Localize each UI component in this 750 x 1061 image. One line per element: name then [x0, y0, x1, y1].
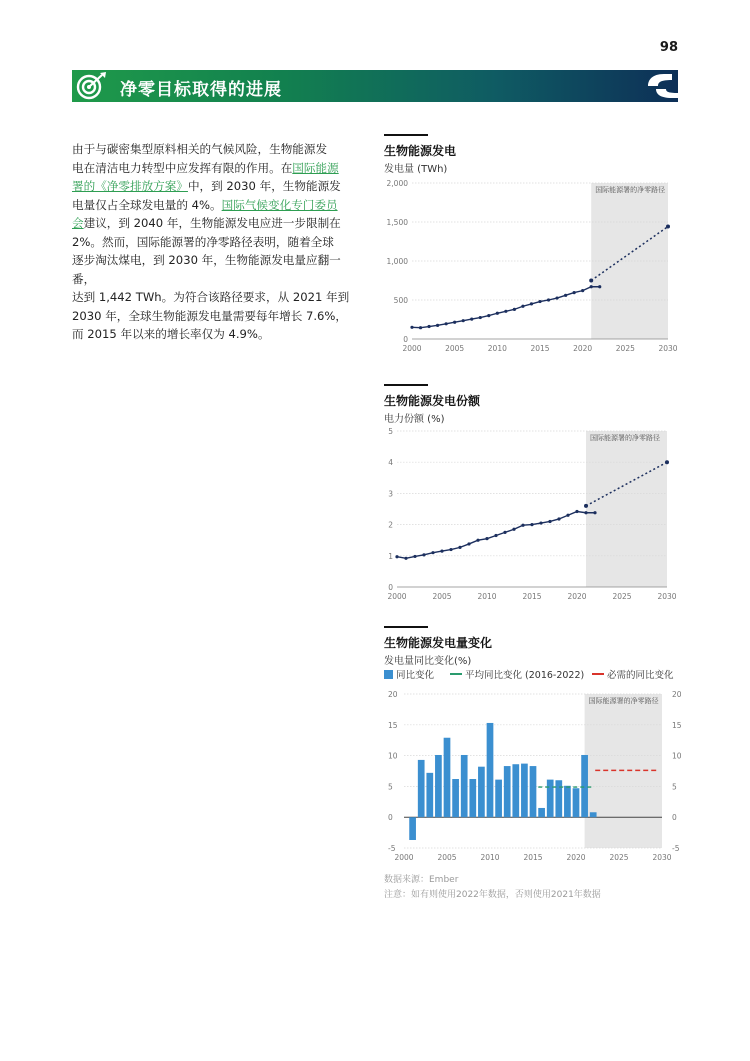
bar — [555, 780, 562, 817]
bar — [487, 723, 494, 817]
bar — [530, 766, 537, 817]
data-point — [467, 542, 470, 545]
bar — [504, 766, 511, 817]
x-tick-label: 2025 — [612, 592, 632, 601]
pathway-label: 国际能源署的净零路径 — [590, 434, 660, 442]
x-tick-label: 2020 — [566, 853, 586, 862]
pathway-point — [666, 225, 670, 229]
bar — [426, 773, 433, 817]
data-point — [581, 289, 584, 292]
bar — [521, 764, 528, 818]
bar — [461, 755, 468, 817]
x-tick-label: 2005 — [432, 592, 452, 601]
data-point — [584, 511, 587, 514]
x-tick-label: 2025 — [609, 853, 629, 862]
chart2-ylabel: 电力份额 (%) — [384, 414, 445, 425]
data-point — [453, 321, 456, 324]
data-point — [436, 324, 439, 327]
data-point — [413, 555, 416, 558]
x-tick-label: 2010 — [487, 344, 507, 353]
pathway-point — [589, 279, 593, 283]
data-point — [593, 511, 596, 514]
bar — [538, 808, 545, 817]
data-point — [555, 296, 558, 299]
data-point — [504, 310, 507, 313]
x-tick-label: 2030 — [652, 853, 672, 862]
data-point — [449, 548, 452, 551]
data-point — [521, 524, 524, 527]
x-tick-label: 2010 — [477, 592, 497, 601]
data-point — [458, 546, 461, 549]
pathway-shade — [586, 431, 667, 587]
body-paragraph: 由于与碳密集型原料相关的气候风险，生物能源发 电在清洁电力转型中应发挥有限的作用。在国际能源 署的《净零排放方案》中，到 2030 年，生物能源发 电量仅占全球发电量的 4%。国际气候变化专门委员 会建议，到 2040 年，生物能源发电应进一步限制在 2%。然而，国际能源署的净零路径表明，随着全球 逐步淘汰煤电，到 2030 年，生物能源发电量应翻一番， 达到 1,442 TWh。为符合该路径要求，从 2021 年到 2030 年，全球生物能源发电量需要每年增长 7.6%， 而 2015 年以来的增长率仅为 4.9%。 — [72, 142, 350, 341]
y-tick-label: 4 — [388, 458, 393, 468]
y-tick-label: 5 — [388, 782, 393, 792]
chart3-bioenergy-change — [380, 684, 685, 864]
ipcc-link-cont[interactable]: 会 — [72, 216, 84, 230]
data-point — [462, 319, 465, 322]
chart2-title: 生物能源发电份额 — [384, 394, 481, 408]
y-tick-label: 1,000 — [386, 257, 408, 266]
y-tick-label: 15 — [388, 720, 398, 730]
data-point — [547, 298, 550, 301]
y-tick-label: 1 — [388, 551, 393, 561]
x-tick-label: 2030 — [657, 592, 677, 601]
pathway-label: 国际能源署的净零路径 — [595, 186, 666, 194]
bar — [478, 767, 485, 818]
data-point — [431, 551, 434, 554]
data-point — [419, 326, 422, 329]
bar — [564, 786, 571, 817]
data-point — [470, 318, 473, 321]
data-point — [538, 300, 541, 303]
y-tick-label-right: -5 — [672, 844, 680, 853]
chart1-rule — [384, 134, 428, 136]
x-tick-label: 2020 — [567, 592, 587, 601]
data-point — [512, 528, 515, 531]
pathway-point — [665, 460, 669, 464]
bar — [469, 779, 476, 817]
pathway-point — [584, 504, 588, 508]
chart3-rule — [384, 626, 428, 628]
bar — [573, 788, 580, 817]
legend-required-swatch — [592, 673, 604, 675]
x-tick-label: 2000 — [394, 853, 414, 862]
data-point — [575, 510, 578, 513]
y-tick-label: 0 — [388, 583, 393, 592]
chart2-bioenergy-share — [380, 424, 685, 604]
legend-average: 平均同比变化 (2016-2022) — [450, 667, 584, 681]
x-tick-label: 2005 — [437, 853, 457, 862]
data-point — [530, 523, 533, 526]
x-tick-label: 2020 — [573, 344, 593, 353]
y-tick-label: -5 — [388, 844, 396, 853]
pathway-label: 国际能源署的净零路径 — [588, 697, 659, 705]
legend-required: 必需的同比变化 — [592, 667, 674, 681]
chart3-legend — [384, 667, 684, 681]
iea-netzero-link[interactable]: 署的《净零排放方案》 — [72, 179, 188, 193]
y-tick-label-right: 0 — [672, 813, 677, 823]
source-caveat: 注意：如有则使用2022年数据，否则使用2021年数据 — [384, 890, 601, 900]
data-point — [566, 514, 569, 517]
bar — [495, 780, 502, 818]
x-tick-label: 2005 — [445, 344, 465, 353]
chart2-rule — [384, 384, 428, 386]
y-tick-label: 500 — [393, 296, 408, 305]
y-tick-label-right: 5 — [672, 782, 677, 792]
data-point — [564, 294, 567, 297]
data-point — [476, 539, 479, 542]
bar — [444, 738, 451, 817]
bar — [590, 812, 597, 817]
bar — [409, 817, 416, 840]
bar — [512, 764, 519, 817]
data-point — [410, 326, 413, 329]
ipcc-link[interactable]: 国际气候变化专门委员 — [221, 197, 338, 212]
x-tick-label: 2030 — [658, 344, 678, 353]
data-point — [513, 308, 516, 311]
y-tick-label: 2,000 — [386, 179, 408, 188]
data-point — [487, 314, 490, 317]
y-tick-label: 0 — [388, 813, 393, 823]
x-tick-label: 2025 — [615, 344, 635, 353]
data-point — [479, 316, 482, 319]
x-tick-label: 2000 — [402, 344, 422, 353]
legend-average-swatch — [450, 673, 462, 675]
x-tick-label: 2010 — [480, 853, 500, 862]
y-tick-label: 5 — [388, 427, 393, 436]
x-tick-label: 2015 — [530, 344, 550, 353]
bar — [581, 755, 588, 817]
chart1-title: 生物能源发电 — [384, 144, 457, 158]
y-tick-label-right: 10 — [672, 751, 682, 761]
page-number: 98 — [659, 40, 678, 55]
y-tick-label: 10 — [388, 751, 398, 761]
y-tick-label-right: 15 — [672, 720, 682, 730]
data-point — [496, 312, 499, 315]
bar — [452, 779, 459, 817]
brand-logo-icon — [642, 70, 678, 102]
y-tick-label: 3 — [388, 489, 393, 499]
chart1-ylabel: 发电量 (TWh) — [384, 164, 448, 175]
section-title: 净零目标取得的进展 — [120, 80, 282, 100]
source-note: 数据来源：Ember — [384, 875, 459, 885]
data-point — [573, 291, 576, 294]
data-point — [548, 520, 551, 523]
legend-bar-swatch — [384, 670, 393, 679]
data-point — [404, 557, 407, 560]
data-point — [395, 555, 398, 558]
data-point — [422, 553, 425, 556]
bar — [547, 780, 554, 818]
chart1-bioenergy-generation — [380, 176, 685, 356]
data-point — [530, 302, 533, 305]
data-point — [445, 322, 448, 325]
bar — [418, 760, 425, 817]
data-point — [494, 534, 497, 537]
chart3-title: 生物能源发电量变化 — [384, 636, 493, 650]
data-point — [539, 521, 542, 524]
chart3-ylabel: 发电量同比变化(%) — [384, 656, 472, 667]
target-arrow-icon — [74, 70, 110, 102]
legend-yoy: 同比变化 — [384, 667, 434, 681]
data-point — [598, 285, 601, 288]
series-line — [412, 287, 600, 328]
data-point — [427, 325, 430, 328]
section-banner — [72, 70, 678, 102]
y-tick-label: 20 — [388, 690, 398, 699]
x-tick-label: 2015 — [523, 853, 543, 862]
data-point — [503, 531, 506, 534]
y-tick-label: 1,500 — [386, 218, 408, 227]
bar — [435, 755, 442, 817]
iea-link[interactable]: 国际能源 — [292, 160, 339, 175]
y-tick-label: 0 — [403, 335, 408, 344]
x-tick-label: 2015 — [522, 592, 542, 601]
x-tick-label: 2000 — [387, 592, 407, 601]
y-tick-label-right: 20 — [672, 690, 682, 699]
data-point — [440, 550, 443, 553]
y-tick-label: 2 — [388, 520, 393, 530]
data-point — [557, 517, 560, 520]
data-point — [521, 305, 524, 308]
data-point — [590, 285, 593, 288]
data-point — [485, 537, 488, 540]
